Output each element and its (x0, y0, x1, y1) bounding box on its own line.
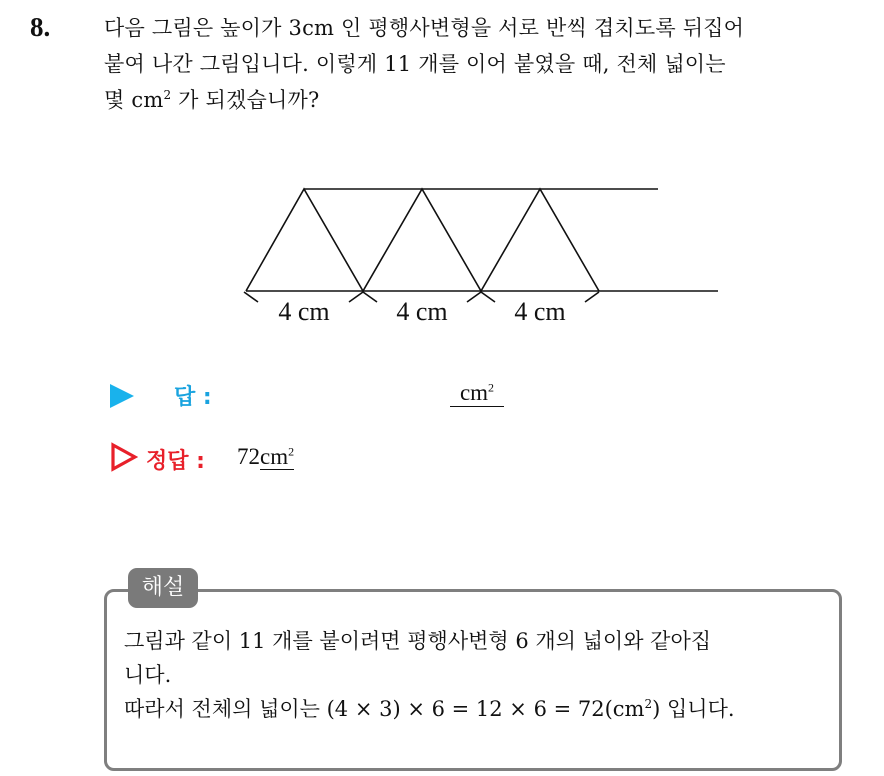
superscript: 2 (644, 697, 653, 711)
question-number: 8. (30, 12, 51, 42)
answer-input[interactable] (450, 380, 504, 407)
brace-3-right (585, 292, 599, 302)
correct-unit (260, 444, 294, 470)
brace-2-right (467, 292, 481, 302)
superscript: 2 (163, 88, 172, 102)
solution-line-3-end: ) 입니다. (652, 697, 735, 721)
answer-label: 답 : (174, 385, 212, 410)
superscript: 2 (488, 380, 495, 395)
correct-answer-label: 정답 : (146, 449, 205, 474)
correct-answer-value (237, 444, 294, 470)
solution-line-3 (124, 692, 834, 726)
zigzag-edges (246, 189, 599, 291)
question-line-2: 붙여 나간 그림입니다. 이렇게 11 개를 이어 붙였을 때, 전체 넓이는 (104, 52, 726, 76)
question-line-3 (104, 82, 864, 118)
correct-number: 72 (237, 444, 260, 469)
brace-1-left (244, 292, 258, 302)
superscript: 2 (288, 444, 295, 459)
length-label-3: 4 cm (514, 297, 566, 326)
solution-tag: 해설 (128, 568, 198, 608)
solution-line-2: 니다. (124, 663, 172, 687)
brace-2-left (363, 292, 377, 302)
length-label-1: 4 cm (278, 297, 330, 326)
solution-line-1: 그림과 같이 11 개를 붙이려면 평행사변형 6 개의 넓이와 같아집 (124, 629, 712, 653)
brace-1-right (349, 292, 363, 302)
solution-text (124, 624, 834, 726)
solution-line-3-text: 따라서 전체의 넓이는 (4 × 3) × 6 = 12 × 6 = 72(cm (124, 697, 645, 721)
answer-unit: cm (459, 380, 489, 405)
correct-unit-text: cm (260, 444, 289, 469)
question-line-3-text: 몇 cm (104, 88, 164, 112)
parallelogram-figure (230, 180, 730, 340)
filled-triangle-icon (110, 384, 134, 408)
question-text (104, 10, 864, 118)
length-label-2: 4 cm (396, 297, 448, 326)
question-line-1: 다음 그림은 높이가 3cm 인 평행사변형을 서로 반씩 겹치도록 뒤집어 (104, 16, 745, 40)
correct-answer-row (110, 442, 610, 476)
brace-3-left (481, 292, 495, 302)
figure-lines (244, 189, 718, 302)
answer-row (110, 380, 610, 414)
outline-triangle-icon (110, 442, 138, 472)
question-line-3-end: 가 되겠습니까? (171, 88, 320, 112)
